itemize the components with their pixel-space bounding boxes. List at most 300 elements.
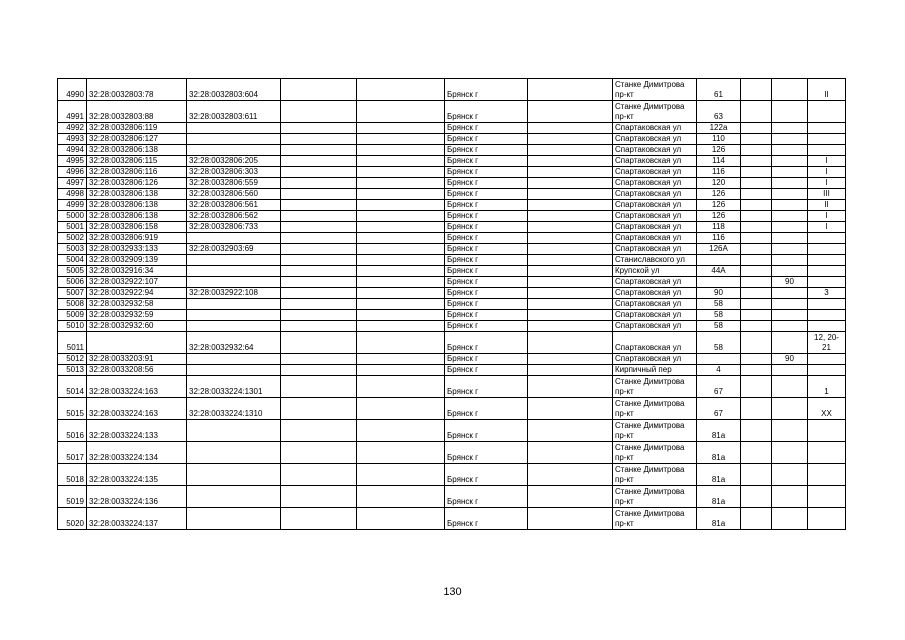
house-number-cell: 126	[697, 211, 741, 222]
premises-cadastral-number-cell	[187, 464, 281, 486]
empty-cell	[357, 233, 445, 244]
empty-cell	[281, 398, 357, 420]
city-cell: Брянск г	[445, 189, 528, 200]
row-number-cell: 4993	[58, 134, 87, 145]
table-row	[58, 288, 846, 299]
empty-cell	[528, 123, 613, 134]
premises-cadastral-number-cell	[187, 486, 281, 508]
street-cell: Спартаковская ул	[613, 222, 697, 233]
empty-cell	[528, 277, 613, 288]
row-number-cell: 4999	[58, 200, 87, 211]
apartment-number-cell	[808, 321, 846, 332]
apartment-number-cell: 1	[808, 376, 846, 398]
premises-cadastral-number-cell: 32:28:0032806:562	[187, 211, 281, 222]
premises-cadastral-number-cell: 32:28:0032806:303	[187, 167, 281, 178]
premises-cadastral-number-cell: 32:28:0033224:1310	[187, 398, 281, 420]
house-number-cell: 126	[697, 189, 741, 200]
empty-cell	[741, 310, 772, 321]
empty-cell	[741, 321, 772, 332]
street-cell: Станке Димитрова пр-кт	[613, 464, 697, 486]
table-row	[58, 354, 846, 365]
apartment-number-cell	[808, 266, 846, 277]
building-number-cell: 90	[772, 354, 808, 365]
empty-cell	[528, 321, 613, 332]
premises-cadastral-number-cell: 32:28:0032806:733	[187, 222, 281, 233]
empty-cell	[357, 178, 445, 189]
empty-cell	[741, 299, 772, 310]
empty-cell	[281, 200, 357, 211]
empty-cell	[528, 211, 613, 222]
empty-cell	[281, 189, 357, 200]
street-cell: Спартаковская ул	[613, 123, 697, 134]
house-number-cell: 63	[697, 101, 741, 123]
city-cell: Брянск г	[445, 398, 528, 420]
house-number-cell: 114	[697, 156, 741, 167]
row-number-cell: 4990	[58, 79, 87, 101]
street-cell: Спартаковская ул	[613, 178, 697, 189]
building-number-cell	[772, 255, 808, 266]
premises-cadastral-number-cell: 32:28:0032806:205	[187, 156, 281, 167]
city-cell: Брянск г	[445, 79, 528, 101]
house-number-cell: 81а	[697, 442, 741, 464]
street-cell: Спартаковская ул	[613, 288, 697, 299]
row-number-cell: 5020	[58, 508, 87, 530]
empty-cell	[528, 101, 613, 123]
cadastral-number-cell: 32:28:0032932:58	[87, 299, 187, 310]
empty-cell	[741, 332, 772, 354]
empty-cell	[741, 123, 772, 134]
building-number-cell	[772, 123, 808, 134]
house-number-cell: 122а	[697, 123, 741, 134]
building-number-cell	[772, 200, 808, 211]
row-number-cell: 5003	[58, 244, 87, 255]
apartment-number-cell	[808, 442, 846, 464]
row-number-cell: 5008	[58, 299, 87, 310]
building-number-cell	[772, 365, 808, 376]
house-number-cell: 110	[697, 134, 741, 145]
apartment-number-cell	[808, 464, 846, 486]
empty-cell	[357, 156, 445, 167]
cadastral-number-cell: 32:28:0033224:137	[87, 508, 187, 530]
empty-cell	[281, 145, 357, 156]
cadastral-number-cell: 32:28:0032806:138	[87, 200, 187, 211]
cadastral-number-cell: 32:28:0032806:126	[87, 178, 187, 189]
empty-cell	[281, 354, 357, 365]
empty-cell	[281, 365, 357, 376]
apartment-number-cell: 12, 20-21	[808, 332, 846, 354]
building-number-cell	[772, 376, 808, 398]
apartment-number-cell: I	[808, 156, 846, 167]
table-row	[58, 156, 846, 167]
cadastral-number-cell: 32:28:0032806:115	[87, 156, 187, 167]
table-row	[58, 178, 846, 189]
city-cell: Брянск г	[445, 200, 528, 211]
premises-cadastral-number-cell	[187, 420, 281, 442]
empty-cell	[281, 233, 357, 244]
cadastral-number-cell: 32:28:0033224:163	[87, 398, 187, 420]
building-number-cell	[772, 101, 808, 123]
premises-cadastral-number-cell	[187, 255, 281, 266]
cadastral-number-cell: 32:28:0032932:60	[87, 321, 187, 332]
row-number-cell: 5007	[58, 288, 87, 299]
empty-cell	[741, 508, 772, 530]
house-number-cell: 126	[697, 145, 741, 156]
premises-cadastral-number-cell: 32:28:0033224:1301	[187, 376, 281, 398]
street-cell: Спартаковская ул	[613, 200, 697, 211]
empty-cell	[281, 376, 357, 398]
street-cell: Спартаковская ул	[613, 211, 697, 222]
empty-cell	[528, 178, 613, 189]
house-number-cell: 4	[697, 365, 741, 376]
street-cell: Спартаковская ул	[613, 233, 697, 244]
empty-cell	[357, 365, 445, 376]
row-number-cell: 5019	[58, 486, 87, 508]
street-cell: Спартаковская ул	[613, 145, 697, 156]
building-number-cell	[772, 420, 808, 442]
street-cell: Спартаковская ул	[613, 354, 697, 365]
cadastral-number-cell: 32:28:0032806:127	[87, 134, 187, 145]
house-number-cell: 67	[697, 376, 741, 398]
premises-cadastral-number-cell	[187, 233, 281, 244]
city-cell: Брянск г	[445, 167, 528, 178]
building-number-cell	[772, 442, 808, 464]
building-number-cell	[772, 189, 808, 200]
cadastral-number-cell: 32:28:0033224:133	[87, 420, 187, 442]
building-number-cell	[772, 79, 808, 101]
apartment-number-cell	[808, 277, 846, 288]
apartment-number-cell: II	[808, 200, 846, 211]
empty-cell	[281, 321, 357, 332]
row-number-cell: 5011	[58, 332, 87, 354]
cadastral-number-cell: 32:28:0033224:136	[87, 486, 187, 508]
empty-cell	[357, 145, 445, 156]
cadastral-number-cell: 32:28:0032806:116	[87, 167, 187, 178]
apartment-number-cell	[808, 134, 846, 145]
empty-cell	[528, 79, 613, 101]
row-number-cell: 4994	[58, 145, 87, 156]
cadastral-number-cell: 32:28:0033208:56	[87, 365, 187, 376]
empty-cell	[281, 222, 357, 233]
premises-cadastral-number-cell	[187, 310, 281, 321]
row-number-cell: 4992	[58, 123, 87, 134]
empty-cell	[357, 79, 445, 101]
table-row	[58, 486, 846, 508]
row-number-cell: 5001	[58, 222, 87, 233]
cadastral-number-cell: 32:28:0032932:59	[87, 310, 187, 321]
house-number-cell: 58	[697, 321, 741, 332]
empty-cell	[357, 321, 445, 332]
empty-cell	[281, 508, 357, 530]
house-number-cell: 116	[697, 167, 741, 178]
row-number-cell: 4997	[58, 178, 87, 189]
empty-cell	[741, 288, 772, 299]
table-row	[58, 79, 846, 101]
building-number-cell	[772, 288, 808, 299]
empty-cell	[528, 156, 613, 167]
row-number-cell: 5004	[58, 255, 87, 266]
apartment-number-cell	[808, 255, 846, 266]
premises-cadastral-number-cell: 32:28:0032922:108	[187, 288, 281, 299]
apartment-number-cell: II	[808, 79, 846, 101]
table-row	[58, 508, 846, 530]
empty-cell	[528, 354, 613, 365]
street-cell: Станке Димитрова пр-кт	[613, 486, 697, 508]
empty-cell	[741, 178, 772, 189]
table-row	[58, 244, 846, 255]
city-cell: Брянск г	[445, 310, 528, 321]
premises-cadastral-number-cell	[187, 365, 281, 376]
empty-cell	[528, 398, 613, 420]
building-number-cell	[772, 508, 808, 530]
city-cell: Брянск г	[445, 354, 528, 365]
table-row	[58, 200, 846, 211]
registry-table	[57, 78, 846, 530]
row-number-cell: 5016	[58, 420, 87, 442]
table-row	[58, 310, 846, 321]
apartment-number-cell	[808, 365, 846, 376]
empty-cell	[357, 508, 445, 530]
empty-cell	[281, 134, 357, 145]
building-number-cell	[772, 266, 808, 277]
registry-table-body	[58, 79, 846, 530]
empty-cell	[741, 277, 772, 288]
empty-cell	[281, 167, 357, 178]
street-cell: Станке Димитрова пр-кт	[613, 79, 697, 101]
empty-cell	[528, 464, 613, 486]
empty-cell	[357, 354, 445, 365]
house-number-cell	[697, 277, 741, 288]
city-cell: Брянск г	[445, 101, 528, 123]
city-cell: Брянск г	[445, 332, 528, 354]
building-number-cell	[772, 145, 808, 156]
empty-cell	[357, 464, 445, 486]
empty-cell	[741, 255, 772, 266]
empty-cell	[741, 266, 772, 277]
empty-cell	[528, 145, 613, 156]
street-cell: Станке Димитрова пр-кт	[613, 101, 697, 123]
building-number-cell	[772, 332, 808, 354]
premises-cadastral-number-cell	[187, 123, 281, 134]
empty-cell	[357, 288, 445, 299]
empty-cell	[741, 464, 772, 486]
row-number-cell: 5002	[58, 233, 87, 244]
street-cell: Спартаковская ул	[613, 167, 697, 178]
cadastral-number-cell: 32:28:0032806:119	[87, 123, 187, 134]
city-cell: Брянск г	[445, 123, 528, 134]
cadastral-number-cell: 32:28:0032806:138	[87, 189, 187, 200]
empty-cell	[741, 442, 772, 464]
empty-cell	[528, 200, 613, 211]
cadastral-number-cell: 32:28:0032806:919	[87, 233, 187, 244]
table-row	[58, 266, 846, 277]
empty-cell	[357, 299, 445, 310]
empty-cell	[741, 79, 772, 101]
empty-cell	[741, 365, 772, 376]
row-number-cell: 5017	[58, 442, 87, 464]
apartment-number-cell	[808, 123, 846, 134]
table-row	[58, 101, 846, 123]
table-row	[58, 332, 846, 354]
street-cell: Спартаковская ул	[613, 244, 697, 255]
premises-cadastral-number-cell	[187, 508, 281, 530]
premises-cadastral-number-cell	[187, 134, 281, 145]
empty-cell	[281, 486, 357, 508]
empty-cell	[281, 156, 357, 167]
cadastral-number-cell: 32:28:0032916:34	[87, 266, 187, 277]
table-row	[58, 442, 846, 464]
apartment-number-cell: I	[808, 211, 846, 222]
empty-cell	[741, 486, 772, 508]
street-cell: Спартаковская ул	[613, 332, 697, 354]
table-row	[58, 255, 846, 266]
apartment-number-cell	[808, 233, 846, 244]
empty-cell	[281, 310, 357, 321]
empty-cell	[357, 167, 445, 178]
empty-cell	[357, 101, 445, 123]
empty-cell	[741, 222, 772, 233]
empty-cell	[528, 189, 613, 200]
house-number-cell: 81а	[697, 464, 741, 486]
apartment-number-cell: I	[808, 178, 846, 189]
house-number-cell: 90	[697, 288, 741, 299]
house-number-cell: 67	[697, 398, 741, 420]
cadastral-number-cell: 32:28:0032806:158	[87, 222, 187, 233]
building-number-cell	[772, 464, 808, 486]
apartment-number-cell	[808, 310, 846, 321]
table-row	[58, 233, 846, 244]
building-number-cell: 90	[772, 277, 808, 288]
street-cell: Спартаковская ул	[613, 189, 697, 200]
cadastral-number-cell: 32:28:0033224:163	[87, 376, 187, 398]
empty-cell	[528, 486, 613, 508]
city-cell: Брянск г	[445, 266, 528, 277]
premises-cadastral-number-cell	[187, 266, 281, 277]
house-number-cell: 118	[697, 222, 741, 233]
building-number-cell	[772, 156, 808, 167]
house-number-cell: 126	[697, 200, 741, 211]
house-number-cell: 81а	[697, 508, 741, 530]
empty-cell	[741, 420, 772, 442]
empty-cell	[357, 255, 445, 266]
row-number-cell: 5014	[58, 376, 87, 398]
house-number-cell: 81а	[697, 486, 741, 508]
empty-cell	[741, 211, 772, 222]
house-number-cell: 58	[697, 299, 741, 310]
empty-cell	[528, 222, 613, 233]
empty-cell	[281, 277, 357, 288]
building-number-cell	[772, 244, 808, 255]
premises-cadastral-number-cell	[187, 354, 281, 365]
street-cell: Станке Димитрова пр-кт	[613, 442, 697, 464]
house-number-cell: 81а	[697, 420, 741, 442]
empty-cell	[357, 310, 445, 321]
empty-cell	[528, 442, 613, 464]
empty-cell	[357, 134, 445, 145]
city-cell: Брянск г	[445, 211, 528, 222]
premises-cadastral-number-cell: 32:28:0032806:561	[187, 200, 281, 211]
empty-cell	[528, 376, 613, 398]
empty-cell	[281, 255, 357, 266]
row-number-cell: 5000	[58, 211, 87, 222]
house-number-cell: 126А	[697, 244, 741, 255]
table-row	[58, 211, 846, 222]
table-row	[58, 167, 846, 178]
table-row	[58, 277, 846, 288]
empty-cell	[741, 200, 772, 211]
empty-cell	[528, 255, 613, 266]
empty-cell	[741, 233, 772, 244]
premises-cadastral-number-cell	[187, 299, 281, 310]
street-cell: Спартаковская ул	[613, 299, 697, 310]
apartment-number-cell	[808, 508, 846, 530]
empty-cell	[528, 134, 613, 145]
empty-cell	[528, 420, 613, 442]
apartment-number-cell	[808, 244, 846, 255]
street-cell: Станке Димитрова пр-кт	[613, 420, 697, 442]
empty-cell	[528, 299, 613, 310]
building-number-cell	[772, 178, 808, 189]
empty-cell	[357, 211, 445, 222]
table-row	[58, 123, 846, 134]
empty-cell	[528, 233, 613, 244]
empty-cell	[357, 398, 445, 420]
premises-cadastral-number-cell: 32:28:0032903:69	[187, 244, 281, 255]
city-cell: Брянск г	[445, 244, 528, 255]
empty-cell	[528, 508, 613, 530]
empty-cell	[357, 266, 445, 277]
premises-cadastral-number-cell	[187, 145, 281, 156]
cadastral-number-cell: 32:28:0032933:133	[87, 244, 187, 255]
house-number-cell: 116	[697, 233, 741, 244]
empty-cell	[741, 376, 772, 398]
city-cell: Брянск г	[445, 464, 528, 486]
building-number-cell	[772, 222, 808, 233]
apartment-number-cell	[808, 354, 846, 365]
apartment-number-cell: III	[808, 189, 846, 200]
table-row	[58, 134, 846, 145]
cadastral-number-cell	[87, 332, 187, 354]
house-number-cell: 44А	[697, 266, 741, 277]
cadastral-number-cell: 32:28:0032922:107	[87, 277, 187, 288]
building-number-cell	[772, 233, 808, 244]
row-number-cell: 5018	[58, 464, 87, 486]
empty-cell	[357, 442, 445, 464]
cadastral-number-cell: 32:28:0032909:139	[87, 255, 187, 266]
empty-cell	[281, 332, 357, 354]
empty-cell	[528, 266, 613, 277]
row-number-cell: 5013	[58, 365, 87, 376]
street-cell: Спартаковская ул	[613, 321, 697, 332]
table-row	[58, 299, 846, 310]
row-number-cell: 5015	[58, 398, 87, 420]
table-row	[58, 222, 846, 233]
apartment-number-cell: 3	[808, 288, 846, 299]
row-number-cell: 4995	[58, 156, 87, 167]
apartment-number-cell	[808, 420, 846, 442]
premises-cadastral-number-cell: 32:28:0032806:560	[187, 189, 281, 200]
house-number-cell: 58	[697, 310, 741, 321]
apartment-number-cell	[808, 299, 846, 310]
table-row	[58, 376, 846, 398]
empty-cell	[281, 288, 357, 299]
empty-cell	[741, 244, 772, 255]
city-cell: Брянск г	[445, 376, 528, 398]
empty-cell	[281, 442, 357, 464]
empty-cell	[741, 189, 772, 200]
building-number-cell	[772, 134, 808, 145]
table-row	[58, 145, 846, 156]
row-number-cell: 5012	[58, 354, 87, 365]
